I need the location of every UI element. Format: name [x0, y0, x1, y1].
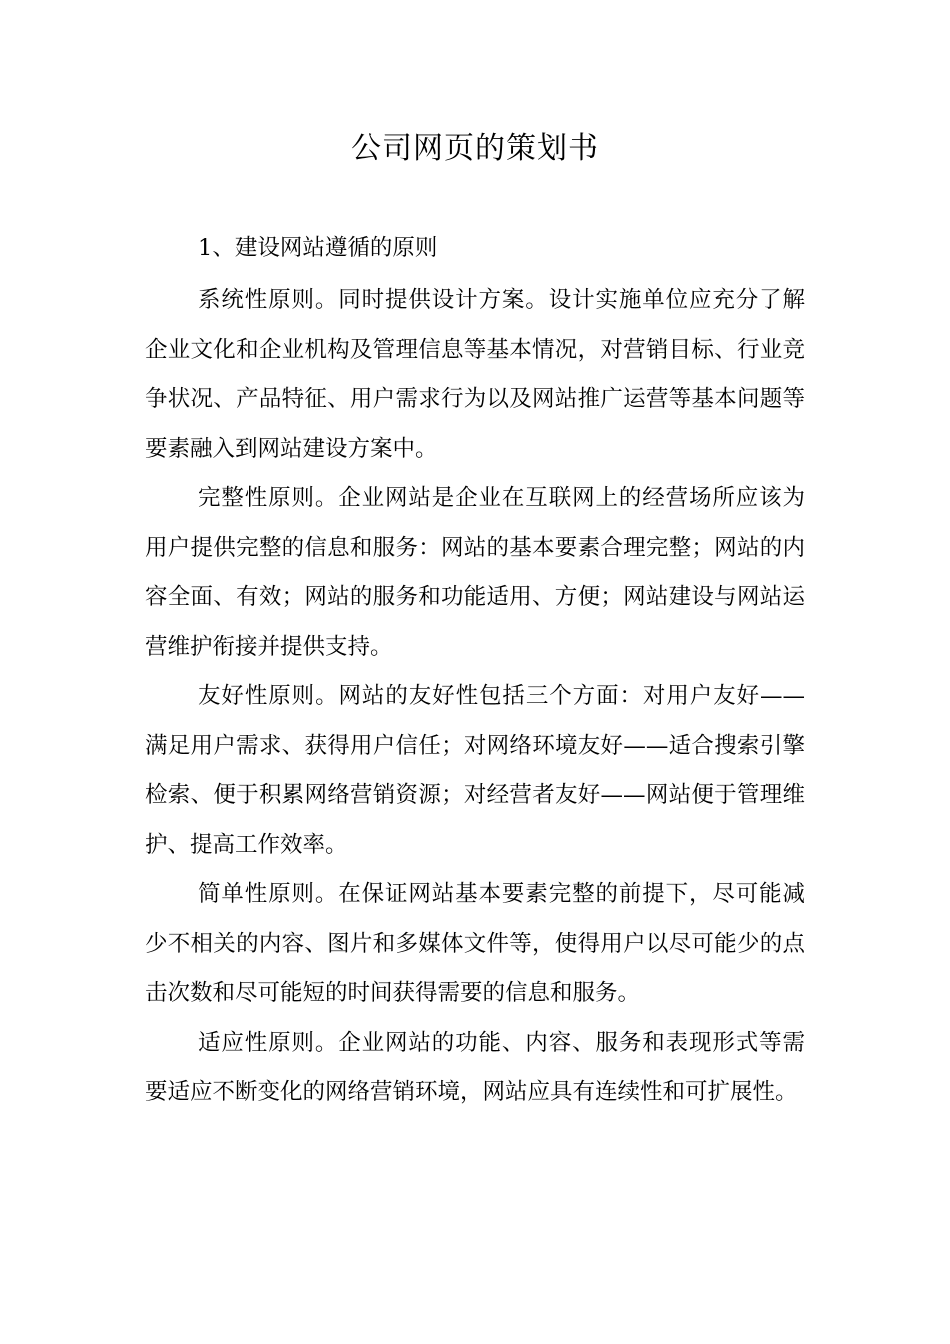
paragraph-friendliness: 友好性原则。网站的友好性包括三个方面：对用户友好——满足用户需求、获得用户信任；对网络环境友好——适合搜索引擎检索、便于积累网络营销资源；对经营者友好——网站便于管理维护、提高工作效率。 — [145, 683, 805, 858]
document-title: 公司网页的策划书 — [351, 131, 599, 166]
section-heading — [145, 224, 805, 274]
paragraph-simplicity: 简单性原则。在保证网站基本要素完整的前提下，尽可能减少不相关的内容、图片和多媒体文件等，使得用户以尽可能少的点击次数和尽可能短的时间获得需要的信息和服务。 — [145, 881, 805, 1006]
paragraph-systematic: 系统性原则。同时提供设计方案。设计实施单位应充分了解企业文化和企业机构及管理信息等基本情况，对营销目标、行业竞争状况、产品特征、用户需求行为以及网站推广运营等基本问题等要素融入到网站建设方案中。 — [145, 287, 805, 462]
section-heading-text: 1、建设网站遵循的原则 — [198, 235, 438, 261]
document-body — [145, 276, 805, 1118]
paragraph-completeness: 完整性原则。企业网站是企业在互联网上的经营场所应该为用户提供完整的信息和服务：网站的基本要素合理完整；网站的内容全面、有效；网站的服务和功能适用、方便；网站建设与网站运营维护衔接并提供支持。 — [145, 485, 805, 660]
paragraph-adaptability: 适应性原则。企业网站的功能、内容、服务和表现形式等需要适应不断变化的网络营销环境，网站应具有连续性和可扩展性。 — [145, 1029, 805, 1105]
